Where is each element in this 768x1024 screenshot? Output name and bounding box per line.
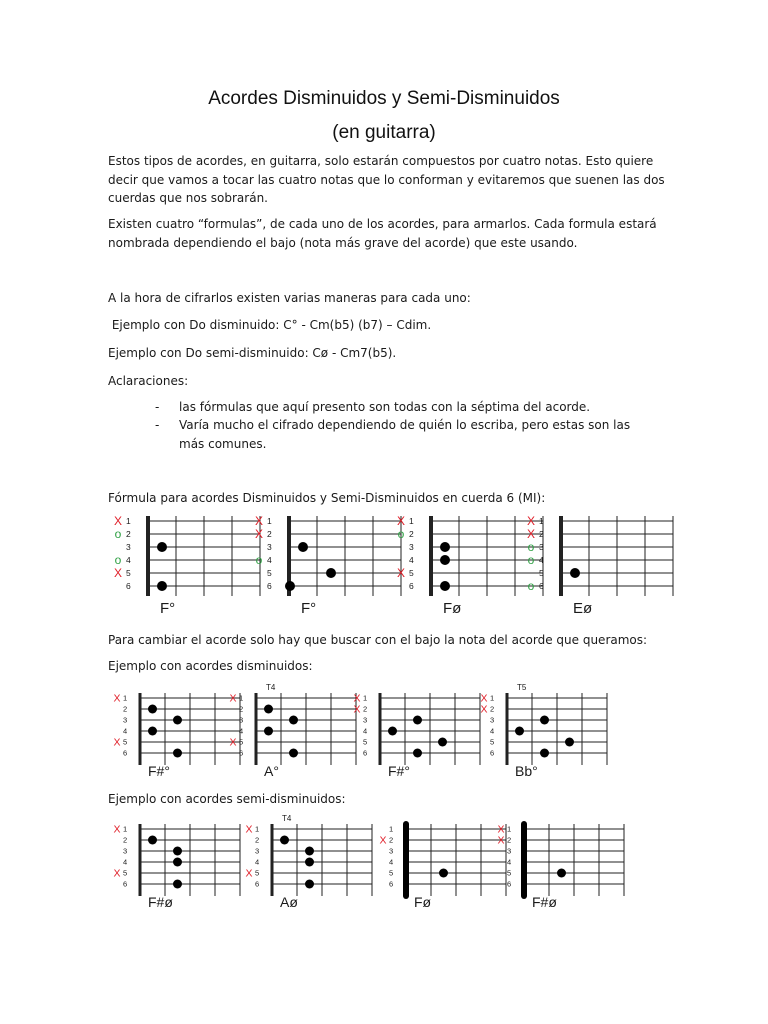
muted-string-marker: X <box>396 514 406 529</box>
nut <box>559 516 563 596</box>
example-diminished: Ejemplo con Do disminuido: C° - Cm(b5) (b7) – Cdim. <box>108 318 432 332</box>
finger-dot <box>440 581 450 591</box>
finger-dot <box>326 568 336 578</box>
nut <box>146 516 150 596</box>
chord-name: F° <box>301 600 317 617</box>
clarification-text: las fórmulas que aquí presento son todas con la séptima del acorde. <box>179 400 591 414</box>
muted-string-marker: X <box>113 867 121 880</box>
intro-paragraph-1: Estos tipos de acordes, en guitarra, solo estarán compuestos por cuatro notas. Esto quiere decir que vamos a tocar las cuatro notas que lo conforman y evitaremos que suenen las dos cuerdas que nos sobrarán. <box>108 154 665 205</box>
bullet-marker: - <box>155 400 160 414</box>
muted-string-marker: X <box>245 867 253 880</box>
string-number: 2 <box>539 528 544 539</box>
clarification-item <box>155 398 655 417</box>
page-title: Acordes Disminuidos y Semi-Disminuidos <box>208 88 560 109</box>
muted-string-marker: X <box>113 823 121 836</box>
string-number: 4 <box>123 857 128 867</box>
finger-dot <box>148 727 157 736</box>
finger-dot <box>570 568 580 578</box>
intro-paragraph-2: Existen cuatro “formulas”, de cada uno de los acordes, para armarlos. Cada formula estará nombrada dependiendo el bajo (nota más grave del acorde) que este usando. <box>108 217 657 250</box>
string-number: 1 <box>507 824 512 834</box>
string-number: 4 <box>363 726 368 736</box>
string-number: 3 <box>507 846 512 856</box>
muted-string-marker: X <box>396 566 406 581</box>
open-string-marker: o <box>527 540 535 555</box>
finger-dot <box>289 749 298 758</box>
change-chord-text: Para cambiar el acorde solo hay que buscar con el bajo la nota del acorde que queramos: <box>108 633 648 647</box>
string-number: 5 <box>239 737 244 747</box>
finger-dot <box>540 749 549 758</box>
string-number: 1 <box>267 515 272 526</box>
chord-diagram <box>352 685 462 780</box>
string-number: 4 <box>507 857 512 867</box>
string-number: 1 <box>363 693 368 703</box>
string-number: 3 <box>239 715 244 725</box>
string-number: 5 <box>126 567 131 578</box>
open-string-marker: o <box>397 527 405 542</box>
page-subtitle: (en guitarra) <box>332 122 436 143</box>
muted-string-marker: X <box>113 514 123 529</box>
string-number: 2 <box>409 528 414 539</box>
string-number: 6 <box>409 580 414 591</box>
finger-dot <box>148 836 157 845</box>
string-number: 3 <box>363 715 368 725</box>
notation-intro: A la hora de cifrarlos existen varias maneras para cada uno: <box>108 291 471 305</box>
finger-dot <box>264 727 273 736</box>
finger-dot <box>280 836 289 845</box>
string-number: 4 <box>267 554 272 565</box>
string-number: 6 <box>539 580 544 591</box>
string-number: 1 <box>490 693 495 703</box>
chord-diagram <box>496 816 616 916</box>
finger-dot <box>305 847 314 856</box>
bullet-marker: - <box>155 418 160 432</box>
string-number: 5 <box>123 737 128 747</box>
string-number: 5 <box>539 567 544 578</box>
finger-dot <box>557 869 566 878</box>
muted-string-marker: X <box>254 514 264 529</box>
string-number: 3 <box>490 715 495 725</box>
finger-dot <box>439 869 448 878</box>
string-number: 6 <box>363 748 368 758</box>
chord-name: Aø <box>280 894 298 910</box>
string-number: 4 <box>409 554 414 565</box>
finger-dot <box>264 705 273 714</box>
finger-dot <box>440 542 450 552</box>
string-number: 1 <box>123 693 128 703</box>
string-number: 3 <box>539 541 544 552</box>
string-number: 2 <box>389 835 394 845</box>
open-string-marker: o <box>114 553 122 568</box>
string-number: 6 <box>123 879 128 889</box>
muted-string-marker: X <box>245 823 253 836</box>
string-number: 2 <box>507 835 512 845</box>
muted-string-marker: X <box>353 692 361 705</box>
string-number: 2 <box>239 704 244 714</box>
muted-string-marker: X <box>113 736 121 749</box>
muted-string-marker: X <box>254 527 264 542</box>
chord-diagram <box>228 685 338 780</box>
string-number: 2 <box>255 835 260 845</box>
nut <box>379 693 382 765</box>
string-number: 3 <box>126 541 131 552</box>
muted-string-marker: X <box>480 692 488 705</box>
finger-dot <box>413 749 422 758</box>
string-number: 4 <box>389 857 394 867</box>
clarifications-heading: Aclaraciones: <box>108 374 189 388</box>
string-number: 1 <box>255 824 260 834</box>
open-string-marker: o <box>527 579 535 594</box>
finger-dot <box>440 555 450 565</box>
chord-name: Fø <box>443 600 462 617</box>
finger-dot <box>565 738 574 747</box>
chord-diagram <box>395 514 515 620</box>
string-number: 4 <box>255 857 260 867</box>
string-number: 6 <box>490 748 495 758</box>
chord-diagram <box>112 816 232 916</box>
string-number: 2 <box>267 528 272 539</box>
string-number: 2 <box>126 528 131 539</box>
string-number: 4 <box>123 726 128 736</box>
clarification-item <box>155 416 655 453</box>
muted-string-marker: X <box>497 823 505 836</box>
muted-string-marker: X <box>113 692 121 705</box>
finger-dot <box>173 858 182 867</box>
finger-dot <box>413 716 422 725</box>
string-number: 3 <box>409 541 414 552</box>
finger-dot <box>438 738 447 747</box>
finger-dot <box>173 847 182 856</box>
string-number: 5 <box>389 868 394 878</box>
string-number: 6 <box>126 580 131 591</box>
finger-dot <box>289 716 298 725</box>
barre-bar <box>403 821 409 899</box>
string-number: 2 <box>363 704 368 714</box>
chord-diagram <box>525 514 645 620</box>
finger-dot <box>157 542 167 552</box>
barre-bar <box>521 821 527 899</box>
nut <box>506 693 509 765</box>
formula-heading: Fórmula para acordes Disminuidos y Semi-Disminuidos en cuerda 6 (MI): <box>108 491 546 505</box>
chord-name: F#ø <box>148 894 173 910</box>
string-number: 4 <box>239 726 244 736</box>
string-number: 3 <box>255 846 260 856</box>
string-number: 2 <box>123 835 128 845</box>
nut <box>139 693 142 765</box>
nut <box>429 516 433 596</box>
string-number: 5 <box>267 567 272 578</box>
muted-string-marker: X <box>497 834 505 847</box>
string-number: 1 <box>239 693 244 703</box>
finger-dot <box>305 858 314 867</box>
chord-name: F° <box>160 600 176 617</box>
string-number: 5 <box>255 868 260 878</box>
muted-string-marker: X <box>229 736 237 749</box>
example-semidiminished: Ejemplo con Do semi-disminuido: Cø - Cm7(b5). <box>108 346 397 360</box>
string-number: 1 <box>539 515 544 526</box>
chord-diagram <box>112 685 222 780</box>
string-number: 5 <box>507 868 512 878</box>
chord-name: F#° <box>148 763 170 779</box>
finger-dot <box>388 727 397 736</box>
fret-position-label: T4 <box>266 683 276 692</box>
chord-diagram <box>479 685 589 780</box>
string-number: 5 <box>363 737 368 747</box>
muted-string-marker: X <box>526 514 536 529</box>
chord-name: A° <box>264 763 279 779</box>
chord-name: F#ø <box>532 894 557 910</box>
clarification-text: Varía mucho el cifrado dependiendo de quién lo escriba, pero estas son las más comunes. <box>179 418 631 451</box>
finger-dot <box>540 716 549 725</box>
semidim-examples-heading: Ejemplo con acordes semi-disminuidos: <box>108 792 346 806</box>
chord-name: F#° <box>388 763 410 779</box>
open-string-marker: o <box>255 553 263 568</box>
string-number: 2 <box>490 704 495 714</box>
finger-dot <box>173 880 182 889</box>
muted-string-marker: X <box>526 527 536 542</box>
muted-string-marker: X <box>353 703 361 716</box>
chord-name: Eø <box>573 600 593 617</box>
muted-string-marker: X <box>480 703 488 716</box>
finger-dot <box>173 716 182 725</box>
string-number: 4 <box>126 554 131 565</box>
string-number: 3 <box>123 715 128 725</box>
nut <box>271 824 274 896</box>
string-number: 5 <box>490 737 495 747</box>
finger-dot <box>173 749 182 758</box>
string-number: 4 <box>539 554 544 565</box>
string-number: 3 <box>267 541 272 552</box>
open-string-marker: o <box>114 527 122 542</box>
string-number: 6 <box>507 879 512 889</box>
muted-string-marker: X <box>229 692 237 705</box>
string-number: 1 <box>126 515 131 526</box>
finger-dot <box>515 727 524 736</box>
string-number: 6 <box>389 879 394 889</box>
string-number: 5 <box>409 567 414 578</box>
fret-position-label: T5 <box>517 683 527 692</box>
chord-name: Fø <box>414 894 432 910</box>
string-number: 6 <box>267 580 272 591</box>
string-number: 3 <box>123 846 128 856</box>
string-number: 6 <box>239 748 244 758</box>
open-string-marker: o <box>527 553 535 568</box>
finger-dot <box>148 705 157 714</box>
finger-dot <box>157 581 167 591</box>
string-number: 1 <box>389 824 394 834</box>
string-number: 1 <box>123 824 128 834</box>
fret-position-label: T4 <box>282 814 292 823</box>
string-number: 6 <box>255 879 260 889</box>
chord-diagram <box>378 816 498 916</box>
dim-examples-heading: Ejemplo con acordes disminuidos: <box>108 659 313 673</box>
nut <box>139 824 142 896</box>
string-number: 5 <box>123 868 128 878</box>
chord-diagram <box>253 514 373 620</box>
string-number: 2 <box>123 704 128 714</box>
muted-string-marker: X <box>113 566 123 581</box>
string-number: 1 <box>409 515 414 526</box>
finger-dot <box>298 542 308 552</box>
string-number: 4 <box>490 726 495 736</box>
finger-dot <box>285 581 295 591</box>
chord-diagram <box>244 816 364 916</box>
string-number: 6 <box>123 748 128 758</box>
nut <box>255 693 258 765</box>
finger-dot <box>305 880 314 889</box>
string-number: 3 <box>389 846 394 856</box>
chord-name: Bb° <box>515 763 538 779</box>
chord-diagram <box>112 514 232 620</box>
muted-string-marker: X <box>379 834 387 847</box>
